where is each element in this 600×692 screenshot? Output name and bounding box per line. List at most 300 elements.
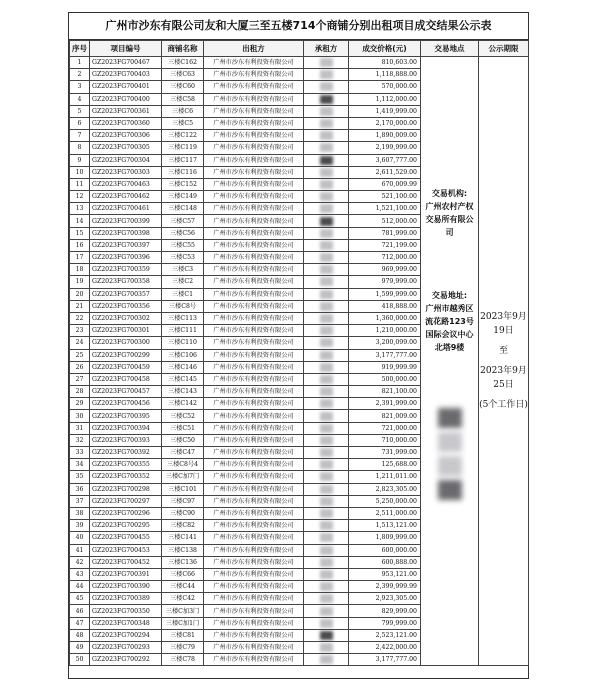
row-shop: 三楼C53 [162, 252, 204, 264]
row-no: 15 [70, 227, 90, 239]
row-shop: 三楼C8号 [162, 300, 204, 312]
redaction-mark [320, 277, 333, 286]
row-no: 46 [70, 605, 90, 617]
row-price: 2,422,000.00 [349, 642, 421, 654]
row-code: GZ2023FG700392 [90, 447, 162, 459]
row-shop: 三楼C50 [162, 434, 204, 446]
row-lessee-redacted [304, 532, 349, 544]
row-lessor: 广州市沙东有利投资有限公司 [204, 617, 304, 629]
row-shop: 三楼C145 [162, 373, 204, 385]
row-no: 49 [70, 642, 90, 654]
row-no: 23 [70, 325, 90, 337]
redaction-mark [320, 460, 333, 469]
row-lessor: 广州市沙东有利投资有限公司 [204, 434, 304, 446]
row-lessee-redacted [304, 593, 349, 605]
row-lessee-redacted [304, 434, 349, 446]
row-shop: 三楼C79 [162, 642, 204, 654]
row-shop: 三楼C56 [162, 227, 204, 239]
redaction-mark [320, 485, 333, 494]
row-lessee-redacted [304, 57, 349, 69]
row-price: 5,250,000.00 [349, 495, 421, 507]
row-price: 570,000.00 [349, 81, 421, 93]
redaction-mark [320, 265, 333, 274]
header-lessor: 出租方 [204, 41, 304, 57]
row-price: 799,999.00 [349, 617, 421, 629]
row-code: GZ2023FG700358 [90, 276, 162, 288]
spacer [423, 354, 476, 404]
row-lessor: 广州市沙东有利投资有限公司 [204, 252, 304, 264]
row-lessee-redacted [304, 105, 349, 117]
row-lessor: 广州市沙东有利投资有限公司 [204, 459, 304, 471]
row-lessor: 广州市沙东有利投资有限公司 [204, 166, 304, 178]
row-shop: 三楼C106 [162, 349, 204, 361]
row-lessee-redacted [304, 422, 349, 434]
trading-place-cell [421, 57, 479, 666]
row-shop: 三楼C42 [162, 593, 204, 605]
row-lessor: 广州市沙东有利投资有限公司 [204, 239, 304, 251]
redaction-mark [320, 570, 333, 579]
row-price: 3,607,777.00 [349, 154, 421, 166]
row-lessee-redacted [304, 568, 349, 580]
row-shop: 三楼C44 [162, 581, 204, 593]
row-lessee-redacted [304, 130, 349, 142]
row-no: 39 [70, 520, 90, 532]
results-sheet [68, 12, 529, 679]
row-shop: 三楼C148 [162, 203, 204, 215]
row-price: 2,523,121.00 [349, 629, 421, 641]
redaction-mark [320, 497, 333, 506]
row-lessee-redacted [304, 154, 349, 166]
row-lessee-redacted [304, 69, 349, 81]
row-shop: 三楼C63 [162, 69, 204, 81]
row-code: GZ2023FG700394 [90, 422, 162, 434]
row-lessor: 广州市沙东有利投资有限公司 [204, 654, 304, 666]
row-no: 26 [70, 361, 90, 373]
row-no: 3 [70, 81, 90, 93]
row-no: 25 [70, 349, 90, 361]
row-lessor: 广州市沙东有利投资有限公司 [204, 556, 304, 568]
row-no: 33 [70, 447, 90, 459]
row-price: 919,999.99 [349, 361, 421, 373]
row-shop: 三楼C113 [162, 312, 204, 324]
row-price: 3,200,099.00 [349, 337, 421, 349]
row-shop: 三楼C110 [162, 337, 204, 349]
row-no: 47 [70, 617, 90, 629]
row-lessor: 广州市沙东有利投资有限公司 [204, 81, 304, 93]
table-body [70, 57, 529, 666]
row-code: GZ2023FG700304 [90, 154, 162, 166]
row-shop: 三楼C51 [162, 422, 204, 434]
header-place: 交易地点 [421, 41, 479, 57]
row-price: 1,118,888.00 [349, 69, 421, 81]
row-code: GZ2023FG700359 [90, 264, 162, 276]
header-code: 项目编号 [90, 41, 162, 57]
redaction-mark [320, 582, 333, 591]
row-lessor: 广州市沙东有利投资有限公司 [204, 507, 304, 519]
row-shop: 三楼C8号4 [162, 459, 204, 471]
redaction-mark [320, 58, 333, 67]
row-lessor: 广州市沙东有利投资有限公司 [204, 483, 304, 495]
row-lessor: 广州市沙东有利投资有限公司 [204, 57, 304, 69]
row-lessee-redacted [304, 166, 349, 178]
row-shop: 三楼C57 [162, 215, 204, 227]
row-lessor: 广州市沙东有利投资有限公司 [204, 142, 304, 154]
row-lessee-redacted [304, 617, 349, 629]
row-no: 12 [70, 191, 90, 203]
row-code: GZ2023FG700458 [90, 373, 162, 385]
row-no: 45 [70, 593, 90, 605]
row-lessor: 广州市沙东有利投资有限公司 [204, 581, 304, 593]
row-lessor: 广州市沙东有利投资有限公司 [204, 312, 304, 324]
row-price: 721,199.00 [349, 239, 421, 251]
row-shop: 三楼C1 [162, 288, 204, 300]
row-code: GZ2023FG700457 [90, 386, 162, 398]
row-price: 600,000.00 [349, 544, 421, 556]
redaction-mark [320, 192, 333, 201]
row-code: GZ2023FG700462 [90, 191, 162, 203]
row-lessor: 广州市沙东有利投资有限公司 [204, 191, 304, 203]
row-lessor: 广州市沙东有利投资有限公司 [204, 568, 304, 580]
row-shop: 三楼C58 [162, 93, 204, 105]
row-price: 1,112,000.00 [349, 93, 421, 105]
row-lessor: 广州市沙东有利投资有限公司 [204, 325, 304, 337]
row-no: 20 [70, 288, 90, 300]
period-start: 2023年9月19日 [480, 312, 527, 337]
row-shop: 三楼C82 [162, 520, 204, 532]
row-code: GZ2023FG700360 [90, 117, 162, 129]
redaction-mark [320, 302, 333, 311]
row-no: 11 [70, 178, 90, 190]
row-lessor: 广州市沙东有利投资有限公司 [204, 520, 304, 532]
row-shop: 三楼C141 [162, 532, 204, 544]
row-shop: 三楼C116 [162, 166, 204, 178]
row-shop: 三楼C136 [162, 556, 204, 568]
redaction-mark [320, 156, 333, 165]
row-lessor: 广州市沙东有利投资有限公司 [204, 593, 304, 605]
row-no: 17 [70, 252, 90, 264]
row-price: 829,999.00 [349, 605, 421, 617]
row-lessor: 广州市沙东有利投资有限公司 [204, 495, 304, 507]
row-price: 1,513,121.00 [349, 520, 421, 532]
row-code: GZ2023FG700295 [90, 520, 162, 532]
row-lessee-redacted [304, 239, 349, 251]
row-lessor: 广州市沙东有利投资有限公司 [204, 337, 304, 349]
row-no: 32 [70, 434, 90, 446]
row-code: GZ2023FG700463 [90, 178, 162, 190]
row-shop: 三楼C60 [162, 81, 204, 93]
row-code: GZ2023FG700398 [90, 227, 162, 239]
row-lessee-redacted [304, 337, 349, 349]
redaction-mark [320, 533, 333, 542]
row-code: GZ2023FG700356 [90, 300, 162, 312]
row-lessee-redacted [304, 459, 349, 471]
row-price: 1,419,999.00 [349, 105, 421, 117]
row-shop: 三楼C3 [162, 264, 204, 276]
redaction-mark [320, 631, 333, 640]
redaction-mark [320, 387, 333, 396]
period-to: 至 [498, 346, 508, 357]
results-table [69, 40, 529, 666]
org-name: 广州农村产权交易所有限公司 [425, 202, 474, 237]
row-shop: 三楼C90 [162, 507, 204, 519]
row-price: 418,888.00 [349, 300, 421, 312]
row-price: 1,809,999.00 [349, 532, 421, 544]
row-price: 1,599,999.00 [349, 288, 421, 300]
row-lessor: 广州市沙东有利投资有限公司 [204, 227, 304, 239]
row-code: GZ2023FG700401 [90, 81, 162, 93]
publicity-period-cell [479, 57, 529, 666]
row-no: 9 [70, 154, 90, 166]
row-shop: 三楼C149 [162, 191, 204, 203]
row-shop: 三楼C55 [162, 239, 204, 251]
row-no: 50 [70, 654, 90, 666]
row-price: 969,999.00 [349, 264, 421, 276]
row-lessor: 广州市沙东有利投资有限公司 [204, 276, 304, 288]
row-code: GZ2023FG700306 [90, 130, 162, 142]
redaction-mark [320, 326, 333, 335]
row-no: 22 [70, 312, 90, 324]
row-code: GZ2023FG700455 [90, 532, 162, 544]
row-lessor: 广州市沙东有利投资有限公司 [204, 349, 304, 361]
row-no: 19 [70, 276, 90, 288]
redaction-mark [320, 70, 333, 79]
row-shop: 三楼C加1门 [162, 617, 204, 629]
row-code: GZ2023FG700453 [90, 544, 162, 556]
row-no: 16 [70, 239, 90, 251]
row-shop: 三楼C5 [162, 117, 204, 129]
row-price: 3,177,777.00 [349, 654, 421, 666]
row-code: GZ2023FG700297 [90, 495, 162, 507]
row-lessee-redacted [304, 520, 349, 532]
row-lessor: 广州市沙东有利投资有限公司 [204, 361, 304, 373]
row-shop: 三楼C6 [162, 105, 204, 117]
redaction-mark [320, 253, 333, 262]
row-code: GZ2023FG700461 [90, 203, 162, 215]
row-lessee-redacted [304, 264, 349, 276]
redaction-mark [320, 546, 333, 555]
row-lessor: 广州市沙东有利投资有限公司 [204, 178, 304, 190]
row-code: GZ2023FG700301 [90, 325, 162, 337]
row-shop: 三楼C142 [162, 398, 204, 410]
row-no: 34 [70, 459, 90, 471]
row-lessor: 广州市沙东有利投资有限公司 [204, 398, 304, 410]
header-lessee: 承租方 [304, 41, 349, 57]
row-price: 1,521,100.00 [349, 203, 421, 215]
row-code: GZ2023FG700355 [90, 459, 162, 471]
redaction-mark [320, 375, 333, 384]
row-lessee-redacted [304, 581, 349, 593]
redaction-mark [320, 436, 333, 445]
redaction-mark [320, 314, 333, 323]
row-lessee-redacted [304, 252, 349, 264]
redaction-mark [320, 424, 333, 433]
row-price: 3,177,777.00 [349, 349, 421, 361]
row-no: 44 [70, 581, 90, 593]
redaction-mark [320, 643, 333, 652]
row-lessee-redacted [304, 93, 349, 105]
row-lessee-redacted [304, 386, 349, 398]
redaction-mark [320, 217, 333, 226]
row-lessee-redacted [304, 288, 349, 300]
row-code: GZ2023FG700357 [90, 288, 162, 300]
row-shop: 三楼C加7门 [162, 471, 204, 483]
row-code: GZ2023FG700292 [90, 654, 162, 666]
redaction-mark [320, 363, 333, 372]
row-code: GZ2023FG700403 [90, 69, 162, 81]
row-lessee-redacted [304, 471, 349, 483]
redaction-mark [320, 351, 333, 360]
redaction-mark [320, 338, 333, 347]
row-code: GZ2023FG700305 [90, 142, 162, 154]
row-shop: 三楼C122 [162, 130, 204, 142]
period-end: 2023年9月25日 [480, 366, 527, 391]
redaction-mark [320, 607, 333, 616]
row-shop: 三楼C101 [162, 483, 204, 495]
row-lessor: 广州市沙东有利投资有限公司 [204, 203, 304, 215]
row-no: 37 [70, 495, 90, 507]
row-no: 10 [70, 166, 90, 178]
row-no: 35 [70, 471, 90, 483]
redaction-mark [438, 480, 462, 500]
row-lessor: 广州市沙东有利投资有限公司 [204, 105, 304, 117]
row-lessee-redacted [304, 556, 349, 568]
row-code: GZ2023FG700399 [90, 215, 162, 227]
redaction-mark [320, 131, 333, 140]
row-lessor: 广州市沙东有利投资有限公司 [204, 410, 304, 422]
row-price: 2,511,000.00 [349, 507, 421, 519]
redaction-mark [438, 456, 462, 476]
redaction-mark [438, 432, 462, 452]
row-lessee-redacted [304, 654, 349, 666]
table-row [70, 57, 529, 69]
header-price: 成交价格(元) [349, 41, 421, 57]
row-lessee-redacted [304, 325, 349, 337]
row-lessee-redacted [304, 544, 349, 556]
row-no: 41 [70, 544, 90, 556]
row-lessee-redacted [304, 349, 349, 361]
row-price: 2,199,999.00 [349, 142, 421, 154]
redaction-mark [320, 241, 333, 250]
row-price: 512,000.00 [349, 215, 421, 227]
row-no: 6 [70, 117, 90, 129]
row-no: 36 [70, 483, 90, 495]
row-shop: 三楼C加3门 [162, 605, 204, 617]
row-code: GZ2023FG700391 [90, 568, 162, 580]
row-shop: 三楼C111 [162, 325, 204, 337]
row-code: GZ2023FG700395 [90, 410, 162, 422]
row-code: GZ2023FG700396 [90, 252, 162, 264]
row-price: 710,000.00 [349, 434, 421, 446]
row-lessee-redacted [304, 300, 349, 312]
row-shop: 三楼C97 [162, 495, 204, 507]
row-lessee-redacted [304, 447, 349, 459]
row-price: 821,100.00 [349, 386, 421, 398]
row-price: 712,000.00 [349, 252, 421, 264]
row-price: 1,211,011.00 [349, 471, 421, 483]
row-code: GZ2023FG700397 [90, 239, 162, 251]
row-no: 29 [70, 398, 90, 410]
row-price: 781,999.00 [349, 227, 421, 239]
redaction-mark [320, 229, 333, 238]
row-no: 8 [70, 142, 90, 154]
row-lessor: 广州市沙东有利投资有限公司 [204, 422, 304, 434]
row-lessor: 广州市沙东有利投资有限公司 [204, 264, 304, 276]
row-price: 2,170,000.00 [349, 117, 421, 129]
row-lessee-redacted [304, 507, 349, 519]
row-code: GZ2023FG700300 [90, 337, 162, 349]
row-no: 13 [70, 203, 90, 215]
row-lessor: 广州市沙东有利投资有限公司 [204, 117, 304, 129]
redaction-mark [438, 408, 462, 428]
row-lessor: 广州市沙东有利投资有限公司 [204, 532, 304, 544]
row-shop: 三楼C138 [162, 544, 204, 556]
row-lessor: 广州市沙东有利投资有限公司 [204, 629, 304, 641]
redaction-mark [320, 472, 333, 481]
row-no: 48 [70, 629, 90, 641]
row-shop: 三楼C81 [162, 629, 204, 641]
row-no: 5 [70, 105, 90, 117]
row-price: 500,000.00 [349, 373, 421, 385]
row-no: 1 [70, 57, 90, 69]
row-no: 28 [70, 386, 90, 398]
row-price: 810,603.00 [349, 57, 421, 69]
header-period: 公示期限 [479, 41, 529, 57]
row-code: GZ2023FG700393 [90, 434, 162, 446]
redaction-mark [320, 655, 333, 664]
row-lessor: 广州市沙东有利投资有限公司 [204, 288, 304, 300]
row-no: 42 [70, 556, 90, 568]
row-shop: 三楼C47 [162, 447, 204, 459]
row-shop: 三楼C66 [162, 568, 204, 580]
redaction-mark [320, 95, 333, 104]
row-no: 24 [70, 337, 90, 349]
row-no: 38 [70, 507, 90, 519]
redaction-mark [320, 619, 333, 628]
row-no: 7 [70, 130, 90, 142]
redaction-mark [320, 594, 333, 603]
row-price: 721,000.00 [349, 422, 421, 434]
row-lessor: 广州市沙东有利投资有限公司 [204, 130, 304, 142]
row-lessee-redacted [304, 178, 349, 190]
row-no: 4 [70, 93, 90, 105]
redaction-mark [320, 412, 333, 421]
row-no: 30 [70, 410, 90, 422]
row-price: 2,823,305.00 [349, 483, 421, 495]
row-lessee-redacted [304, 276, 349, 288]
row-shop: 三楼C143 [162, 386, 204, 398]
address: 广州市越秀区流花路123号国际会议中心北塔9楼 [425, 304, 474, 352]
row-price: 953,121.00 [349, 568, 421, 580]
row-lessor: 广州市沙东有利投资有限公司 [204, 642, 304, 654]
redaction-mark [320, 107, 333, 116]
row-price: 1,360,000.00 [349, 312, 421, 324]
redaction-mark [320, 448, 333, 457]
row-shop: 三楼C78 [162, 654, 204, 666]
row-code: GZ2023FG700400 [90, 93, 162, 105]
org-label: 交易机构: [431, 189, 468, 198]
row-price: 2,923,305.00 [349, 593, 421, 605]
row-code: GZ2023FG700293 [90, 642, 162, 654]
table-header-row [70, 41, 529, 57]
row-no: 40 [70, 532, 90, 544]
row-code: GZ2023FG700361 [90, 105, 162, 117]
header-shop: 商铺名称 [162, 41, 204, 57]
row-lessee-redacted [304, 398, 349, 410]
row-lessor: 广州市沙东有利投资有限公司 [204, 544, 304, 556]
row-no: 18 [70, 264, 90, 276]
redaction-mark [320, 180, 333, 189]
row-code: GZ2023FG700467 [90, 57, 162, 69]
